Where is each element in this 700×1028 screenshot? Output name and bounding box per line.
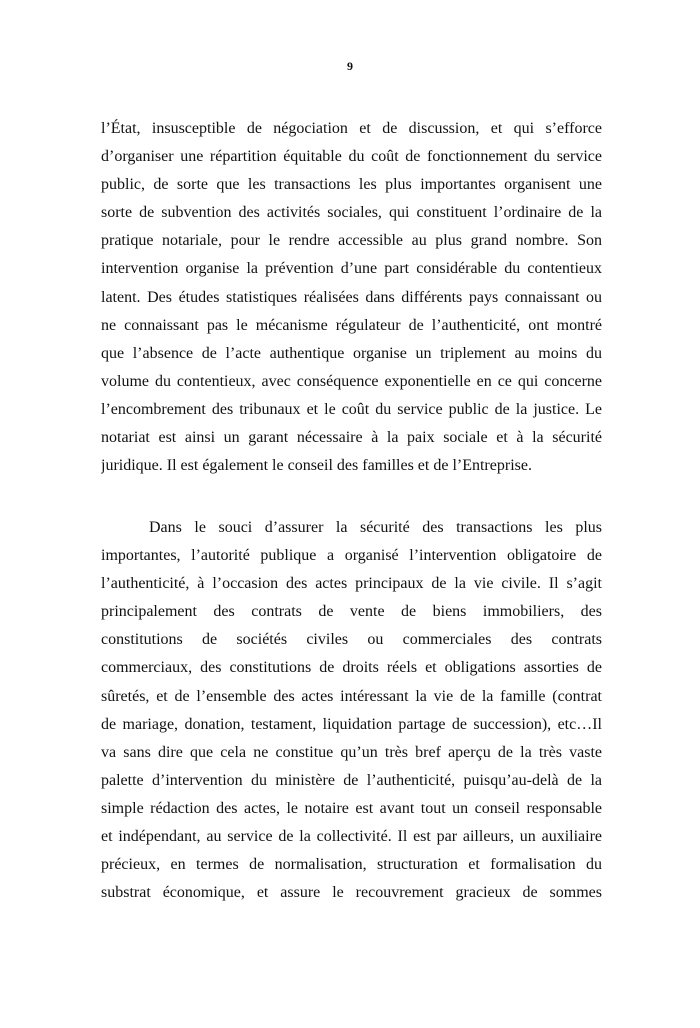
text-line: substrat économique, et assure le recouvrement gracieux de sommes <box>101 884 602 902</box>
text-line: pratique notariale, pour le rendre accessible au plus grand nombre. Son <box>101 232 602 250</box>
text-line: importantes, l’autorité publique a organisé l’intervention obligatoire de <box>101 547 602 565</box>
text-line: public, de sorte que les transactions les plus importantes organisent une <box>101 176 602 194</box>
paragraph-2 <box>101 514 602 907</box>
text-line: l’authenticité, à l’occasion des actes principaux de la vie civile. Il s’agit <box>101 575 602 593</box>
text-line: latent. Des études statistiques réalisées dans différents pays connaissant ou <box>101 288 602 306</box>
text-line: précieux, en termes de normalisation, structuration et formalisation du <box>101 856 602 874</box>
text-line: simple rédaction des actes, le notaire est avant tout un conseil responsable <box>101 799 602 817</box>
text-line: constitutions de sociétés civiles ou commerciales des contrats <box>101 631 602 649</box>
text-line: commerciaux, des constitutions de droits réels et obligations assorties de <box>101 659 602 677</box>
text-line: palette d’intervention du ministère de l’authenticité, puisqu’au-delà de la <box>101 771 602 789</box>
text-line: notariat est ainsi un garant nécessaire à la paix sociale et à la sécurité <box>101 429 602 447</box>
paragraph-1 <box>101 115 602 480</box>
text-line: sorte de subvention des activités sociales, qui constituent l’ordinaire de la <box>101 204 602 222</box>
page-number: 9 <box>347 59 353 73</box>
text-line: que l’absence de l’acte authentique organise un triplement au moins du <box>101 344 602 362</box>
text-line: volume du contentieux, avec conséquence exponentielle en ce qui concerne <box>101 372 602 390</box>
text-line: et indépendant, au service de la collectivité. Il est par ailleurs, un auxiliaire <box>101 828 602 846</box>
text-line: l’encombrement des tribunaux et le coût du service public de la justice. Le <box>101 400 602 418</box>
text-line: sûretés, et de l’ensemble des actes intéressant la vie de la famille (contrat <box>101 687 602 705</box>
text-line: principalement des contrats de vente de biens immobiliers, des <box>101 603 602 621</box>
text-line: l’État, insusceptible de négociation et de discussion, et qui s’efforce <box>101 120 602 137</box>
text-line: juridique. Il est également le conseil des familles et de l’Entreprise. <box>101 457 532 475</box>
text-line: de mariage, donation, testament, liquidation partage de succession), etc…Il <box>101 715 602 733</box>
text-line: d’organiser une répartition équitable du coût de fonctionnement du service <box>101 148 602 166</box>
text-line: Dans le souci d’assurer la sécurité des transactions les plus <box>149 519 602 536</box>
text-line: va sans dire que cela ne constitue qu’un très bref aperçu de la très vaste <box>101 743 602 761</box>
text-line: ne connaissant pas le mécanisme régulateur de l’authenticité, ont montré <box>101 316 602 334</box>
text-line: intervention organise la prévention d’une part considérable du contentieux <box>101 260 602 278</box>
